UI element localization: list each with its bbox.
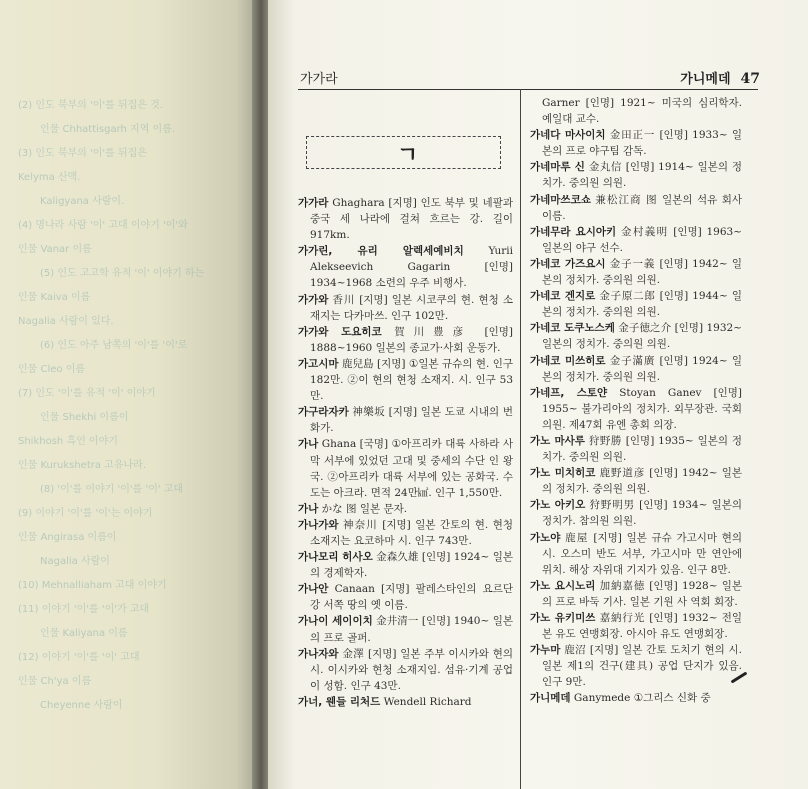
entry-headword: 가너, 웬들 리처드 xyxy=(298,695,381,708)
dictionary-entry xyxy=(530,224,742,256)
entry-definition: Ghana [국명] ①아프리카 대륙 사하라 사막 서부에 있었던 고대 및 중세의 수단 인 왕국. ②아프리카 대륙 서부에 있는 공화국. 수도는 아크라. 면적 24만㎢. 인구 1,550만. xyxy=(310,438,513,499)
entry-headword: 가네마루 신 xyxy=(530,161,585,174)
entry-headword: 가노 아키오 xyxy=(530,499,586,512)
entry-definition: Ganymede ①그리스 신화 중 xyxy=(573,692,711,705)
bleed-through-line: (6) 인도 아주 남쪽의 '이'를 '이'로 xyxy=(40,340,188,351)
entry-headword: 가나이 세이이치 xyxy=(298,615,373,628)
dictionary-entry xyxy=(298,613,513,645)
entry-definition: 鹿野道彦 [인명] 1942~ 일본의 정치가. 중의원 의원. xyxy=(542,467,742,496)
bleed-through-line: 인물 Kurukshetra 고유나라. xyxy=(18,460,146,471)
right-page xyxy=(268,0,808,789)
entry-headword: 가네프, 스토얀 xyxy=(530,386,608,399)
entry-definition: 金澤 [지명] 일본 주부 이시카와 현의 시. 이시카와 현청 소재지임. 섬유·기계 공업이 성함. 인구 43만. xyxy=(310,647,513,692)
entry-definition: 金子徳之介 [인명] 1932~ 일본의 정치가. 중의원 의원. xyxy=(542,322,742,351)
bleed-through-line: (8) '이'를 이야기 '이'를 '이' 고대 xyxy=(40,484,184,495)
bleed-through-line: 인물 Vanar 이름 xyxy=(18,244,92,255)
bleed-through-line: Cheyenne 사람이 xyxy=(40,700,123,711)
entry-definition: 兼松江商 图 일본의 석유 회사 이름. xyxy=(542,193,742,222)
left-page xyxy=(0,0,257,789)
entry-definition: 神樂坂 [지명] 일본 도쿄 시내의 번화가. xyxy=(310,406,513,435)
entry-definition: 賀川豊彦 [인명] 1888~1960 일본의 종교가·사회 운동가. xyxy=(310,325,514,354)
bleed-through-line: Kelyma 산맥. xyxy=(18,172,81,183)
bleed-through-line: Nagalia 사람이 있다. xyxy=(18,316,114,327)
entry-headword: 가가린, 유리 알렉세예비치 xyxy=(298,245,464,258)
dictionary-entry xyxy=(530,288,742,320)
bleed-through-line: (11) 이야기 '이'를 '이'가 고대 xyxy=(18,604,150,615)
entry-headword: 가노 미치히코 xyxy=(530,467,596,480)
entry-definition: Garner [인명] 1921~ 미국의 심리학자. 예일대 교수. xyxy=(542,97,742,126)
header-rule xyxy=(298,89,758,90)
bleed-through-line: 인물 Shekhi 이름이 xyxy=(40,412,129,423)
dictionary-entry xyxy=(530,578,742,610)
dictionary-entry xyxy=(298,436,513,500)
dictionary-entry xyxy=(298,404,513,436)
entry-definition: 狩野勝 [인명] 1935~ 일본의 정치가. 중의원 의원. xyxy=(542,434,743,464)
dictionary-entry xyxy=(298,694,513,710)
bleed-through-line: (4) 명나라 사람 '이' 고대 이야기 '이'와 xyxy=(18,220,188,231)
page-number: 47 xyxy=(740,71,760,87)
entry-definition: 金井清一 [인명] 1940~ 일본의 프로 골퍼. xyxy=(310,615,513,644)
entry-definition: 狩野明男 [인명] 1934~ 일본의 정치가. 참의원 의원. xyxy=(542,499,742,528)
dictionary-entry xyxy=(298,243,513,291)
column-divider xyxy=(520,89,521,789)
bleed-through-line: Shikhosh 흑인 이야기 xyxy=(18,436,118,447)
entry-definition: 神奈川 [지명] 일본 간토의 현. 현청 소재지는 요코하마 시. 인구 743만. xyxy=(310,518,513,547)
dictionary-entry xyxy=(530,385,742,433)
dictionary-entry xyxy=(298,549,513,581)
entry-definition: Stoyan Ganev [인명] 1955~ 불가리아의 정치가. 외무장관. 국회의원. 제47회 유엔 총회 의장. xyxy=(542,386,742,431)
entry-headword: 가누마 xyxy=(530,644,561,657)
dictionary-entry xyxy=(530,95,742,127)
entry-definition: Wendell Richard xyxy=(383,695,472,708)
bleed-through-line: (10) Mehnalliaham 고대 이야기 xyxy=(18,580,167,591)
entry-headword: 가나자와 xyxy=(298,647,339,660)
running-head-right xyxy=(680,68,760,87)
entry-headword: 가노 유키미쓰 xyxy=(530,612,596,624)
dictionary-entry xyxy=(298,356,513,404)
entry-headword: 가네코 가즈요시 xyxy=(530,257,606,270)
entry-headword: 가네다 마사이치 xyxy=(530,129,606,142)
dictionary-entry xyxy=(530,690,742,706)
section-letter: ㄱ xyxy=(397,143,419,168)
entry-definition: 金田正一 [인명] 1933~ 일본의 프로 야구팀 감독. xyxy=(542,129,743,158)
entry-definition: 金森久雄 [인명] 1924~ 일본의 경제학자. xyxy=(310,551,513,580)
dictionary-entry xyxy=(298,581,513,613)
running-head-right-word: 가니메데 xyxy=(680,72,731,87)
entry-definition: 金村義明 [인명] 1963~ 일본의 야구 선수. xyxy=(542,225,742,254)
entry-definition: かな 图 일본 문자. xyxy=(321,502,408,515)
bleed-through-line: 인물 Kaliyana 이름 xyxy=(40,628,128,639)
dictionary-entry xyxy=(298,195,513,243)
dictionary-entry xyxy=(530,497,742,529)
entry-definition: 鹿屋 [지명] 일본 규슈 가고시마 현의 시. 오스미 반도 서부, 가고시마 만 연안에 위치. 해상 자위대 기지가 있음. 인구 8만. xyxy=(542,531,742,576)
bleed-through-text xyxy=(0,0,257,789)
entry-definition: Canaan [지명] 팔레스타인의 요르단 강 서쪽 땅의 옛 이름. xyxy=(310,583,514,612)
entry-headword: 가네무라 요시아키 xyxy=(530,225,617,238)
entry-headword: 가나모리 히사오 xyxy=(298,551,373,564)
entry-headword: 가네코 겐지로 xyxy=(530,290,596,303)
entry-definition: 鹿沼 [지명] 일본 간토 도치기 현의 시. 일본 제1의 건구(建具) 공업 단지가 있음. 인구 9만. xyxy=(542,644,742,689)
section-heading-box xyxy=(306,136,501,169)
dictionary-entry xyxy=(530,465,742,497)
dictionary-entry xyxy=(530,642,742,690)
dictionary-entry xyxy=(530,159,742,191)
entry-headword: 가고시마 xyxy=(298,357,339,370)
bleed-through-line: 인물 Ch'ya 이름 xyxy=(18,676,92,687)
dictionary-entry xyxy=(298,501,513,517)
dictionary-entry xyxy=(530,433,742,465)
bleed-through-line: (7) 인도 '이'를 유적 '이' 이야기 xyxy=(18,388,156,399)
entry-headword: 가나 xyxy=(298,502,319,515)
bleed-through-line: (9) 이야기 '이'를 '이'는 이야기 xyxy=(18,508,153,519)
entry-headword: 가네마쓰코쇼 xyxy=(530,193,591,206)
bleed-through-line: 인물 Chhattisgarh 지역 이름. xyxy=(40,124,176,135)
entry-headword: 가가라 xyxy=(298,197,329,209)
dictionary-entry xyxy=(530,353,742,385)
bleed-through-line: (2) 인도 북부의 '이'를 뒤집은 것. xyxy=(18,100,163,111)
entry-headword: 가노 요시노리 xyxy=(530,579,596,592)
entry-headword: 가노 마사루 xyxy=(530,434,585,447)
bleed-through-line: Nagalia 사람이 xyxy=(40,556,110,567)
entry-definition: Yurii Alekseevich Gagarin [인명] 1934~1968 소련의 우주 비행사. xyxy=(310,245,514,290)
bleed-through-line: 인물 Cleo 이름 xyxy=(18,364,86,375)
entry-headword: 가가와 xyxy=(298,293,329,306)
entry-definition: 金子滿廣 [인명] 1924~ 일본의 정치가. 중의원 의원. xyxy=(542,354,743,383)
left-column xyxy=(298,195,513,710)
entry-headword: 가니메데 xyxy=(530,692,571,705)
bleed-through-line: (3) 인도 북부의 '이'를 뒤집은 xyxy=(18,148,147,159)
entry-headword: 가네코 미쓰히로 xyxy=(530,354,606,367)
entry-definition: 嘉納行光 [인명] 1932~ 전일본 유도 연맹회장. 아시아 유도 연맹회장. xyxy=(542,612,742,641)
dictionary-entry xyxy=(530,256,742,288)
bleed-through-line: (12) 이야기 '이'를 '이' 고대 xyxy=(18,652,140,663)
running-head-left: 가가라 xyxy=(300,72,338,87)
entry-definition: 香川 [지명] 일본 시코쿠의 현. 현청 소재지는 다카마쓰. 인구 102만. xyxy=(310,293,513,322)
entry-definition: 金子原二郎 [인명] 1944~ 일본의 정치가. 중의원 의원. xyxy=(542,290,743,319)
dictionary-entry xyxy=(298,324,513,356)
entry-headword: 가나 xyxy=(298,438,319,451)
entry-definition: 加納嘉徳 [인명] 1928~ 일본의 프로 바둑 기사. 일본 기원 사 역회 회장. xyxy=(542,579,742,608)
bleed-through-line: 인물 Kaiva 이름 xyxy=(18,292,91,303)
dictionary-entry xyxy=(530,192,742,224)
entry-definition: 鹿兒島 [지명] ①일본 규슈의 현. 인구 182만. ②이 현의 현청 소재지. 시. 인구 53만. xyxy=(310,357,513,403)
entry-headword: 가네코 도쿠노스케 xyxy=(530,322,615,335)
right-column xyxy=(530,95,742,707)
bleed-through-line: (5) 인도 고고학 유적 '이' 이야기 하는 xyxy=(40,268,205,279)
entry-headword: 가나안 xyxy=(298,583,329,596)
dictionary-entry xyxy=(530,127,742,159)
entry-headword: 가노야 xyxy=(530,531,561,544)
dictionary-entry xyxy=(530,320,742,352)
dictionary-entry xyxy=(298,517,513,549)
entry-headword: 가가와 도요히코 xyxy=(298,325,382,338)
bleed-through-line: Kaligyana 사람이. xyxy=(40,196,125,207)
dictionary-entry xyxy=(298,646,513,694)
dictionary-entry xyxy=(530,530,742,578)
entry-headword: 가나가와 xyxy=(298,518,339,531)
dictionary-entry xyxy=(530,610,742,642)
entry-definition: Ghaghara [지명] 인도 북부 및 네팔과 중국 세 나라에 걸쳐 흐르는 강. 길이 917km. xyxy=(310,197,513,242)
entry-definition: 金丸信 [인명] 1914~ 일본의 정치가. 중의원 의원. xyxy=(542,161,743,190)
entry-definition: 金子一義 [인명] 1942~ 일본의 정치가. 중의원 의원. xyxy=(542,257,743,287)
entry-headword: 가구라자카 xyxy=(298,406,349,419)
bleed-through-line: 인물 Angirasa 이름이 xyxy=(18,532,117,543)
dictionary-entry xyxy=(298,292,513,324)
